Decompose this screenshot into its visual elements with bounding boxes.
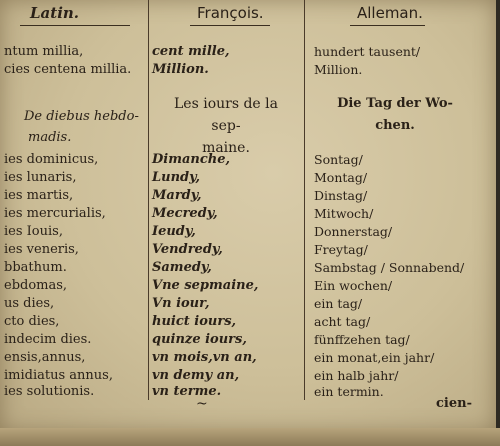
section-heading-latin-line1: De diebus hebdo- (24, 109, 139, 124)
row-6-latin: ies veneris, (4, 242, 79, 257)
section-heading-french-line1: Les iours de la sep- (174, 96, 278, 134)
row-5-french: Ieudy, (152, 224, 196, 239)
header-underline-latin (20, 25, 130, 26)
top-row-1-german: hundert tausent/ (314, 44, 421, 59)
section-heading-french (166, 93, 286, 159)
row-9-latin: us dies, (4, 296, 55, 311)
section-heading-latin (24, 106, 139, 148)
row-4-latin: ies mercurialis, (4, 206, 106, 221)
top-row-1-latin: ntum millia, (4, 44, 84, 59)
header-french: François. (197, 4, 264, 22)
header-underline-french (190, 25, 270, 26)
top-row-1-french: cent mille, (152, 44, 230, 59)
header-underline-german (350, 25, 425, 26)
row-13-french: vn demy an, (152, 368, 240, 383)
section-heading-latin-line2: madis. (28, 130, 72, 145)
row-6-german: Freytag/ (314, 242, 368, 257)
row-11-french: quinze iours, (152, 332, 247, 347)
column-divider-left (148, 0, 149, 400)
row-7-french: Samedy, (152, 260, 212, 275)
row-5-german: Donnerstag/ (314, 224, 393, 239)
row-11-german: fünffzehen tag/ (314, 332, 410, 347)
row-1-latin: ies dominicus, (4, 152, 99, 167)
row-12-french: vn mois,vn an, (152, 350, 257, 365)
top-row-2-french: Million. (152, 62, 209, 77)
section-heading-german-line2: chen. (375, 118, 415, 133)
row-2-latin: ies lunaris, (4, 170, 77, 185)
row-3-german: Dinstag/ (314, 188, 368, 203)
row-4-german: Mitwoch/ (314, 206, 374, 221)
row-10-latin: cto dies, (4, 314, 60, 329)
row-14-latin: ies solutionis. (4, 384, 95, 399)
row-10-french: huict iours, (152, 314, 237, 329)
column-divider-right (304, 0, 305, 400)
header-german: Alleman. (357, 4, 423, 22)
row-8-french: Vne sepmaine, (152, 278, 259, 293)
row-8-german: Ein wochen/ (314, 278, 393, 293)
row-3-latin: ies martis, (4, 188, 74, 203)
page-edge (0, 428, 500, 446)
section-heading-french-line2: maine. (202, 140, 250, 156)
row-6-french: Vendredy, (152, 242, 223, 257)
header-latin: Latin. (30, 4, 80, 22)
row-1-german: Sontag/ (314, 152, 363, 167)
row-12-latin: ensis,annus, (4, 350, 86, 365)
row-13-german: ein halb jahr/ (314, 368, 399, 383)
top-row-2-latin: cies centena millia. (4, 62, 132, 77)
row-7-german: Sambstag / Sonnabend/ (314, 260, 465, 275)
row-11-latin: indecim dies. (4, 332, 92, 347)
row-14-german: ein termin. (314, 384, 384, 399)
top-row-2-german: Million. (314, 62, 363, 77)
catchword: cien- (436, 396, 472, 411)
row-4-french: Mecredy, (152, 206, 218, 221)
row-10-german: acht tag/ (314, 314, 371, 329)
row-12-german: ein monat,ein jahr/ (314, 350, 435, 365)
row-2-german: Montag/ (314, 170, 368, 185)
page-mark: ~ (196, 396, 208, 412)
section-heading-german (330, 93, 460, 137)
row-8-latin: ebdomas, (4, 278, 68, 293)
row-2-french: Lundy, (152, 170, 200, 185)
row-13-latin: imidiatus annus, (4, 368, 113, 383)
row-3-french: Mardy, (152, 188, 202, 203)
row-5-latin: ies Iouis, (4, 224, 63, 239)
row-9-german: ein tag/ (314, 296, 363, 311)
row-14-french: vn terme. (152, 384, 222, 399)
section-heading-german-line1: Die Tag der Wo- (337, 96, 453, 111)
row-7-latin: bbathum. (4, 260, 67, 275)
row-1-french: Dimanche, (152, 152, 231, 167)
row-9-french: Vn iour, (152, 296, 210, 311)
